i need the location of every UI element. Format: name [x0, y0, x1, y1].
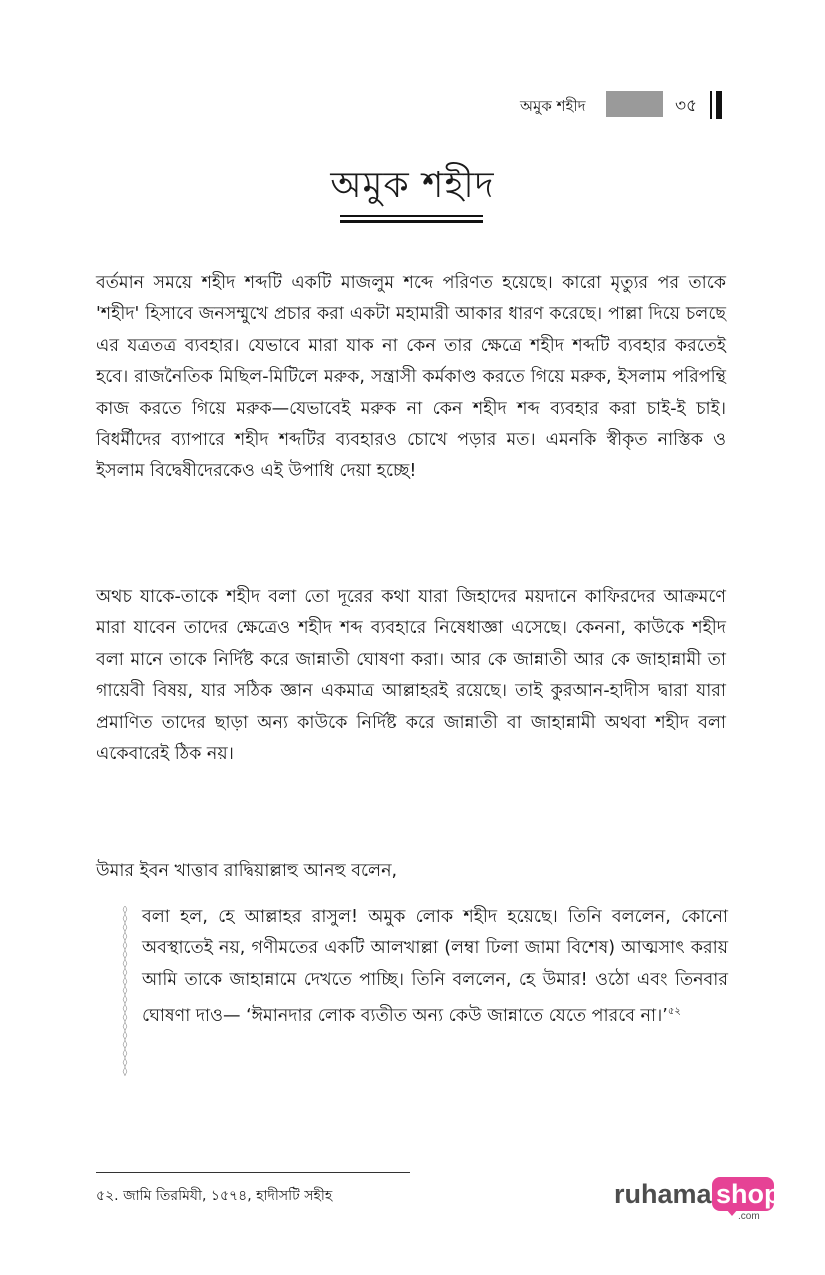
quote-text-block [142, 902, 728, 1032]
paragraph-2-text: অথচ যাকে-তাকে শহীদ বলা তো দূরের কথা যারা জিহাদের ময়দানে কাফিরদের আক্রমণে মারা যাবেন তাদের ক্ষেত্রেও শহীদ শব্দ ব্যবহারে নিষেধাজ্ঞা এসেছে। কেননা, কাউকে শহীদ বলা মানে তাকে নির্দিষ্ট করে জান্নাতী ঘোষণা করা। আর কে জান্নাতী আর কে জাহান্নামী তা গায়েবী বিষয়, যার সঠিক জ্ঞান একমাত্র আল্লাহরই রয়েছে। তাই কুরআন-হাদীস দ্বারা যারা প্রমাণিত তাদের ছাড়া অন্য কাউকে নির্দিষ্ট করে জান্নাতী বা জাহান্নামী অথবা শহীদ বলা একেবারেই ঠিক নয়। [96, 587, 726, 765]
header-thin-rule [710, 91, 712, 119]
paragraph-2 [96, 582, 726, 770]
running-title: অমুক শহীদ [520, 97, 586, 115]
title-underline-thick [340, 220, 483, 223]
running-header [500, 89, 730, 121]
footnote-reference: ৫২ [667, 1006, 681, 1018]
quote-ornament-border: ◊ ◊ ◊ ◊ ◊ ◊ ◊ ◊ ◊ ◊ ◊ ◊ ◊ ◊ ◊ ◊ ◊ ◊ ◊ [122, 906, 128, 1077]
paragraph-3-text: উমার ইবন খাত্তাব রাদ্বিয়াল্লাহু আনহু বলেন, [96, 861, 398, 881]
logo-text-ruhama: ruhama [614, 1179, 712, 1209]
header-grey-block [606, 91, 663, 117]
footnote: ৫২. জামি তিরমিযী, ১৫৭৪, হাদীসটি সহীহ [96, 1188, 333, 1204]
chapter-title: অমুক শহীদ [330, 165, 495, 206]
paragraph-1 [96, 268, 726, 488]
page-number: ৩৫ [675, 96, 698, 116]
paragraph-1-text: বর্তমান সময়ে শহীদ শব্দটি একটি মাজলুম শব্দে পরিণত হয়েছে। কারো মৃত্যুর পর তাকে 'শহীদ' হিসাবে জনসম্মুখে প্রচার করা একটা মহামারী আকার ধারণ করেছে। পাল্লা দিয়ে চলছে এর যত্রতত্র ব্যবহার। যেভাবে মারা যাক না কেন তার ক্ষেত্রে শহীদ শব্দটি ব্যবহার করতেই হবে। রাজনৈতিক মিছিল-মিটিলে মরুক, সন্ত্রাসী কর্মকাণ্ড করতে গিয়ে মরুক, ইসলাম পরিপন্থি কাজ করতে গিয়ে মরুক—যেভাবেই মরুক না কেন শহীদ শব্দ ব্যবহার করা চাই-ই চাই। বিধর্মীদের ব্যাপারে শহীদ শব্দটির ব্যবহারও চোখে পড়ার মত। এমনকি স্বীকৃত নাস্তিক ও ইসলাম বিদ্বেষীদেরকেও এই উপাধি দেয়া হচ্ছে! [96, 273, 726, 482]
hadith-quote [118, 902, 730, 1080]
logo-text-shop: shop [716, 1179, 781, 1209]
footnote-divider [96, 1172, 410, 1173]
title-underline-thin [340, 215, 483, 217]
ruhamashop-logo [614, 1175, 779, 1223]
quote-text: বলা হল, হে আল্লাহর রাসুল! অমুক লোক শহীদ হয়েছে। তিনি বললেন, কোনো অবস্থাতেই নয়, গণীমতের একটি আলখাল্লা (লম্বা ঢিলা জামা বিশেষ) আত্মসাৎ করায় আমি তাকে জাহান্নামে দেখতে পাচ্ছি। তিনি বললেন, হে উমার! ওঠো এবং তিনবার ঘোষণা দাও— ‘ঈমানদার লোক ব্যতীত অন্য কেউ জান্নাতে যেতে পারবে না।’ [142, 907, 728, 1027]
header-thick-rule [716, 91, 722, 119]
logo-bubble-tail [726, 1209, 738, 1216]
chapter-title-block [0, 160, 825, 212]
paragraph-3 [96, 856, 726, 887]
logo-text-com: .com [738, 1211, 760, 1222]
